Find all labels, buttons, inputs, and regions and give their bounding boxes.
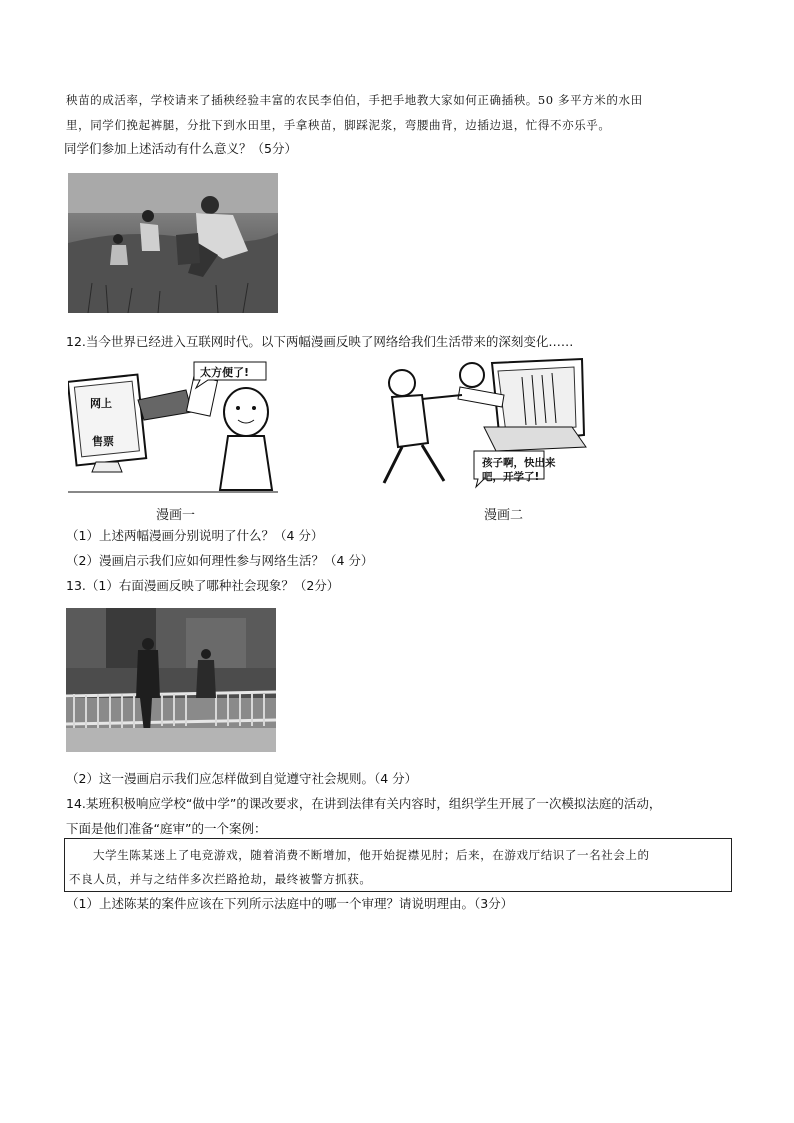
rice-planting-image <box>68 173 278 313</box>
cartoon-1 <box>68 360 278 495</box>
q11-question: 同学们参加上述活动有什么意义？（5分） <box>64 141 297 156</box>
cartoon-1-caption: 漫画一 <box>156 508 196 523</box>
cartoon-2 <box>372 355 594 495</box>
rice-planting-photo <box>68 173 278 313</box>
cartoon-2-bubble-line-1: 孩子啊，快出来 <box>482 457 556 469</box>
cartoon-1-drawing <box>68 360 278 495</box>
q13-sub-2: （2）这一漫画启示我们应怎样做到自觉遵守社会规则。（4 分） <box>66 771 418 786</box>
q12-sub-1: （1）上述两幅漫画分别说明了什么？（4 分） <box>66 528 324 543</box>
cartoon-2-caption: 漫画二 <box>484 508 524 523</box>
case-line-1: 大学生陈某迷上了电竞游戏，随着消费不断增加，他开始捉襟见肘；后来，在游戏厅结识了一名社会上的 <box>93 848 650 862</box>
railing-photo <box>66 608 276 752</box>
q14-stem-line-2: 下面是他们准备“庭审”的一个案例： <box>66 821 267 836</box>
q13-stem: 13.（1）右面漫画反映了哪种社会现象？（2分） <box>66 578 340 593</box>
cartoon-1-bubble: 太方便了! <box>200 366 250 379</box>
q12-sub-2: （2）漫画启示我们应如何理性参与网络生活？（4 分） <box>66 553 374 568</box>
cartoon-2-bubble-line-2: 吧，开学了! <box>482 471 540 483</box>
q14-sub-1: （1）上述陈某的案件应该在下列所示法庭中的哪一个审理？请说明理由。（3分） <box>66 896 514 911</box>
q12-stem: 12.当今世界已经进入互联网时代。以下两幅漫画反映了网络给我们生活带来的深刻变化…… <box>66 334 574 349</box>
cartoon-1-screen-text-2: 售票 <box>92 435 114 448</box>
q14-stem-line-1: 14.某班积极响应学校“做中学”的课改要求，在讲到法律有关内容时，组织学生开展了一次模拟法庭的活动， <box>66 796 662 811</box>
case-box <box>64 838 732 892</box>
railing-image <box>66 608 276 752</box>
cartoon-1-screen-text-1: 网上 <box>90 397 112 410</box>
intro-line-2: 里，同学们挽起裤腿，分批下到水田里，手拿秧苗，脚踩泥浆，弯腰曲背，边插边退，忙得不亦乐乎。 <box>66 118 611 132</box>
intro-line-1: 秧苗的成活率，学校请来了插秧经验丰富的农民李伯伯，手把手地教大家如何正确插秧。50 多平方米的水田 <box>66 93 643 107</box>
case-line-2: 不良人员，并与之结伴多次拦路抢劫，最终被警方抓获。 <box>69 872 372 886</box>
